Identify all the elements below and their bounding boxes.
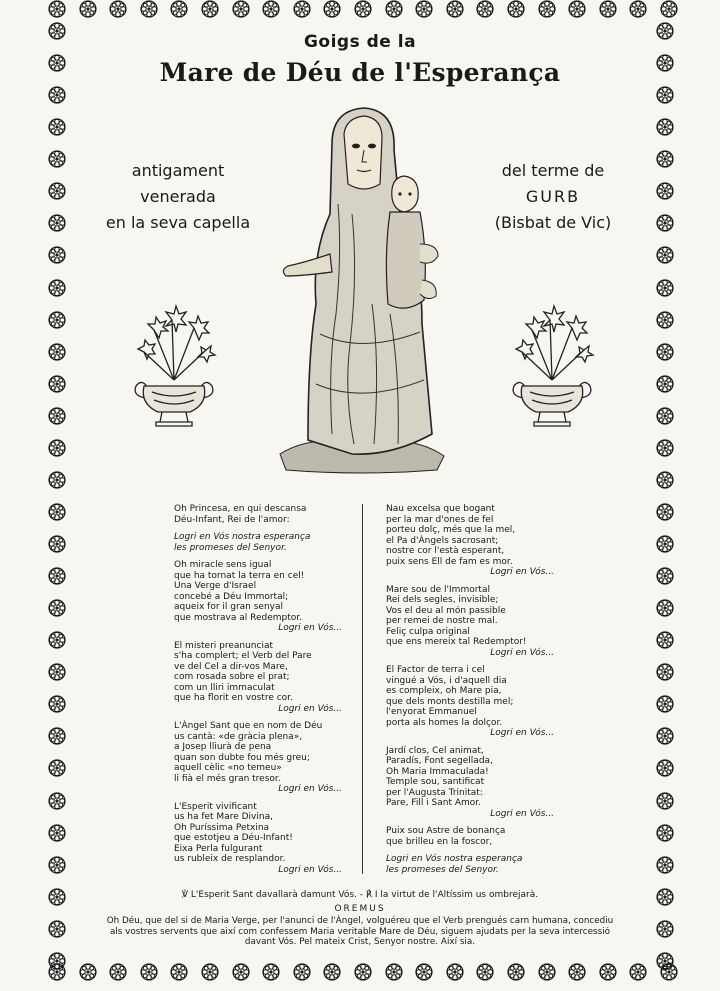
rosette-icon [323, 963, 341, 981]
stanza [174, 560, 354, 634]
rosette-icon [507, 963, 525, 981]
verse-line: porteu dolç, més que la mel, [386, 525, 516, 535]
left-caption-line: en la seva capella [105, 213, 251, 232]
rosette-icon [629, 0, 647, 18]
prayer-line: als vostres servents que així com confessem Maria veritable Mare de Déu, siguem ajudats per la seva intercessió [109, 926, 611, 937]
verse-line: porta als homes la dolçor. [386, 717, 503, 728]
rosette-icon [656, 920, 674, 938]
verse-line: Puix sou Astre de bonança [386, 826, 506, 836]
rosette-icon [170, 0, 188, 18]
verse-line: per remei de nostre mal. [386, 616, 498, 626]
verse-line: ve del Cel a dir-vos Mare, [174, 661, 288, 672]
verse-line: nostre cor l'està esperant, [386, 546, 505, 556]
verses-right-column [386, 504, 566, 882]
column-divider [362, 504, 363, 874]
rosette-icon [656, 824, 674, 842]
rosette-icon [656, 599, 674, 617]
verse-line: Logri en Vós nostra esperança [174, 532, 311, 542]
verse-line: Temple sou, santificat [386, 777, 485, 787]
left-caption [88, 158, 268, 236]
rosette-icon [48, 86, 66, 104]
rosette-icon [354, 0, 372, 18]
verse-line: que mostrava al Redemptor. [174, 612, 302, 623]
verse-line: aqueix for il gran senyal [174, 602, 284, 612]
rosette-icon [48, 952, 66, 970]
verse-line: s'ha complert; el Verb del Pare [174, 651, 312, 661]
verse-line: Una Verge d'Israel [174, 581, 257, 591]
rosette-icon [446, 0, 464, 18]
rosette-icon [656, 118, 674, 136]
verse-line: L'Esperit vivificant [174, 801, 257, 812]
verse-line: concebé a Déu Immortal; [174, 591, 289, 602]
rosette-icon [656, 311, 674, 329]
rosette-icon [232, 963, 250, 981]
rosette-icon [660, 0, 678, 18]
rosette-icon [385, 0, 403, 18]
rosette-icon [48, 535, 66, 553]
left-caption-line: venerada [140, 187, 216, 206]
rosette-icon [656, 150, 674, 168]
madonna-statue-image [272, 104, 452, 476]
verse-line: el Pa d'Àngels sacrosant; [386, 535, 499, 546]
refrain: Logri en Vós... [278, 623, 342, 633]
verse-line: vingué a Vós, i d'aquell dia [386, 675, 507, 686]
rosette-icon [48, 279, 66, 297]
rosette-icon [415, 0, 433, 18]
rosette-icon [201, 0, 219, 18]
prayer-text [82, 916, 638, 948]
right-caption-line: GURB [525, 187, 581, 206]
stanza [386, 746, 566, 820]
rosette-icon [656, 792, 674, 810]
verse-line: que estotjeu a Déu-Infant! [174, 833, 293, 843]
rosette-icon [48, 631, 66, 649]
stanza [386, 504, 566, 578]
verse-line: L'Àngel Sant que en nom de Déu [174, 721, 323, 731]
verse-line: Oh miracle sens igual [174, 560, 272, 570]
stanza [174, 504, 354, 525]
rosette-icon [293, 0, 311, 18]
verse-line: us cantà: «de gràcia plena», [174, 731, 303, 742]
rosette-icon [48, 182, 66, 200]
rosette-icon [446, 963, 464, 981]
verse-line: Mare sou de l'Immortal [386, 584, 490, 595]
rosette-icon [48, 471, 66, 489]
rosette-icon [48, 343, 66, 361]
verse-line: Oh Princesa, en qui descansa [174, 504, 307, 514]
rosette-icon [323, 0, 341, 18]
verse-line: com un lliri immaculat [174, 682, 275, 693]
rosette-icon [656, 663, 674, 681]
verse-line: que brilleu en la foscor, [386, 836, 493, 847]
verse-line: Déu-Infant, Rei de l'amor: [174, 514, 290, 525]
rosette-icon [79, 0, 97, 18]
rosette-icon [201, 963, 219, 981]
verse-line: Oh Maria Immaculada! [386, 766, 489, 777]
verse-line: Vos el deu al món passible [386, 605, 506, 616]
rosette-icon [656, 279, 674, 297]
rosette-icon [48, 663, 66, 681]
rosette-icon [415, 963, 433, 981]
verse-line: Eixa Perla fulgurant [174, 843, 263, 854]
verse-line: Oh Puríssima Petxina [174, 822, 270, 833]
rosette-icon [656, 375, 674, 393]
verse-line: El misteri preanunciat [174, 640, 274, 651]
rosette-icon [48, 214, 66, 232]
rosette-icon [170, 963, 188, 981]
refrain: Logri en Vós... [278, 703, 342, 714]
verse-line: quan son dubte fou més greu; [174, 752, 310, 763]
page-title: Mare de Déu de l'Esperança [159, 58, 561, 87]
rosette-icon [656, 631, 674, 649]
verse-line: Pare, Fill i Sant Amor. [386, 798, 482, 808]
verse-line: El Factor de terra i cel [386, 665, 485, 675]
rosette-icon [656, 471, 674, 489]
rosette-icon [48, 920, 66, 938]
rosette-icon [538, 963, 556, 981]
stanza [386, 585, 566, 659]
oremus-heading: OREMUS [334, 904, 386, 914]
rosette-icon [48, 0, 66, 18]
refrain: Logri en Vós... [490, 808, 554, 819]
border-bottom [48, 963, 678, 985]
rosette-icon [656, 567, 674, 585]
rosette-icon [48, 407, 66, 425]
rosette-icon [48, 150, 66, 168]
refrain: Logri en Vós... [490, 567, 554, 577]
verse-line: com rosada sobre el prat; [174, 672, 290, 682]
border-right [656, 22, 678, 970]
verse-line: Nau excelsa que bogant [386, 504, 495, 514]
rosette-icon [293, 963, 311, 981]
verse-line: Logri en Vós nostra esperança [386, 854, 523, 864]
rosette-icon [599, 0, 617, 18]
rosette-icon [656, 759, 674, 777]
verse-line: les promeses del Senyor. [174, 542, 287, 553]
versicle: ℣ L'Esperit Sant davallarà damunt Vós. - ℟ I la virtut de l'Altíssim us ombrejarà. [181, 890, 539, 900]
verse-line: us rubleix de resplandor. [174, 854, 286, 864]
rosette-icon [48, 311, 66, 329]
verse-line: Feliç culpa original [386, 626, 470, 637]
pre-title: Goigs de la [303, 32, 417, 52]
prayer-line: Oh Déu, que del si de Maria Verge, per l'anunci de l'Àngel, volguéreu que el Verb prengués carn humana, concediu [106, 916, 614, 926]
verse-line: Rei dels segles, invisible; [386, 595, 499, 605]
stanza [386, 665, 566, 739]
rosette-icon [385, 963, 403, 981]
stanza [174, 532, 354, 553]
verse-line: Paradís, Font segellada, [386, 756, 493, 766]
verse-line: que ha florit en vostre cor. [174, 693, 293, 703]
verse-line: per l'Augusta Trinitat: [386, 787, 483, 798]
rosette-icon [656, 182, 674, 200]
verse-line: per la mar d'ones de fel [386, 514, 494, 525]
verse-line: es compleix, oh Mare pia, [386, 686, 502, 696]
rosette-icon [656, 246, 674, 264]
border-top [48, 0, 678, 22]
stanza [174, 641, 354, 715]
stanza [174, 721, 354, 795]
rosette-icon [48, 727, 66, 745]
rosette-icon [48, 695, 66, 713]
verse-line: que ens mereix tal Redemptor! [386, 637, 527, 647]
verse-line: a Josep lliurà de pena [174, 742, 272, 752]
rosette-icon [109, 963, 127, 981]
rosette-icon [48, 759, 66, 777]
border-left [48, 22, 70, 970]
rosette-icon [48, 118, 66, 136]
rosette-icon [48, 792, 66, 810]
verse-line: que ha tornat la terra en cel! [174, 570, 305, 581]
refrain: Logri en Vós... [278, 864, 342, 875]
verse-line: que dels monts destilla mel; [386, 696, 514, 707]
verses-left-column [174, 504, 354, 882]
rosette-icon [48, 375, 66, 393]
rosette-icon [656, 695, 674, 713]
rosette-icon [140, 963, 158, 981]
rosette-icon [656, 535, 674, 553]
rosette-icon [656, 727, 674, 745]
rosette-icon [656, 503, 674, 521]
rosette-icon [656, 856, 674, 874]
rosette-icon [476, 0, 494, 18]
verse-line: Jardí clos, Cel animat, [386, 745, 484, 756]
rosette-icon [48, 439, 66, 457]
prayer-line: davant Vós. Pel mateix Crist, Senyor nostre. Així sia. [244, 937, 476, 948]
rosette-icon [656, 439, 674, 457]
rosette-icon [629, 963, 647, 981]
rosette-icon [656, 952, 674, 970]
rosette-icon [568, 963, 586, 981]
rosette-icon [354, 963, 372, 981]
rosette-icon [507, 0, 525, 18]
rosette-icon [476, 963, 494, 981]
refrain: Logri en Vós... [490, 728, 554, 738]
verse-line: puix sens Ell de fam es mor. [386, 556, 513, 567]
rosette-icon [232, 0, 250, 18]
rosette-icon [48, 856, 66, 874]
refrain: Logri en Vós... [490, 647, 554, 658]
rosette-icon [140, 0, 158, 18]
verse-line: li fià el més gran tresor. [174, 773, 281, 784]
rosette-icon [109, 0, 127, 18]
stanza [386, 854, 566, 875]
rosette-icon [656, 86, 674, 104]
verse-line: l'enyorat Emmanuel [386, 707, 477, 717]
refrain: Logri en Vós... [278, 784, 342, 794]
rosette-icon [656, 407, 674, 425]
rosette-icon [599, 963, 617, 981]
rosette-icon [48, 246, 66, 264]
rosette-icon [656, 214, 674, 232]
right-caption-line: (Bisbat de Vic) [494, 213, 612, 232]
rosette-icon [538, 0, 556, 18]
flower-vase-icon [506, 300, 598, 430]
stanza [174, 802, 354, 876]
rosette-icon [262, 0, 280, 18]
stanza [386, 826, 566, 847]
verse-line: aquell cèlic «no temeu» [174, 763, 282, 773]
rosette-icon [48, 824, 66, 842]
rosette-icon [79, 963, 97, 981]
rosette-icon [48, 503, 66, 521]
right-caption-line: del terme de [501, 161, 605, 180]
rosette-icon [656, 343, 674, 361]
verse-line: les promeses del Senyor. [386, 864, 499, 875]
right-caption [458, 158, 648, 236]
rosette-icon [48, 567, 66, 585]
verse-line: us ha fet Mare Divina, [174, 812, 273, 822]
rosette-icon [48, 599, 66, 617]
flower-vase-icon [128, 300, 220, 430]
left-caption-line: antigament [131, 161, 225, 180]
rosette-icon [262, 963, 280, 981]
rosette-icon [568, 0, 586, 18]
